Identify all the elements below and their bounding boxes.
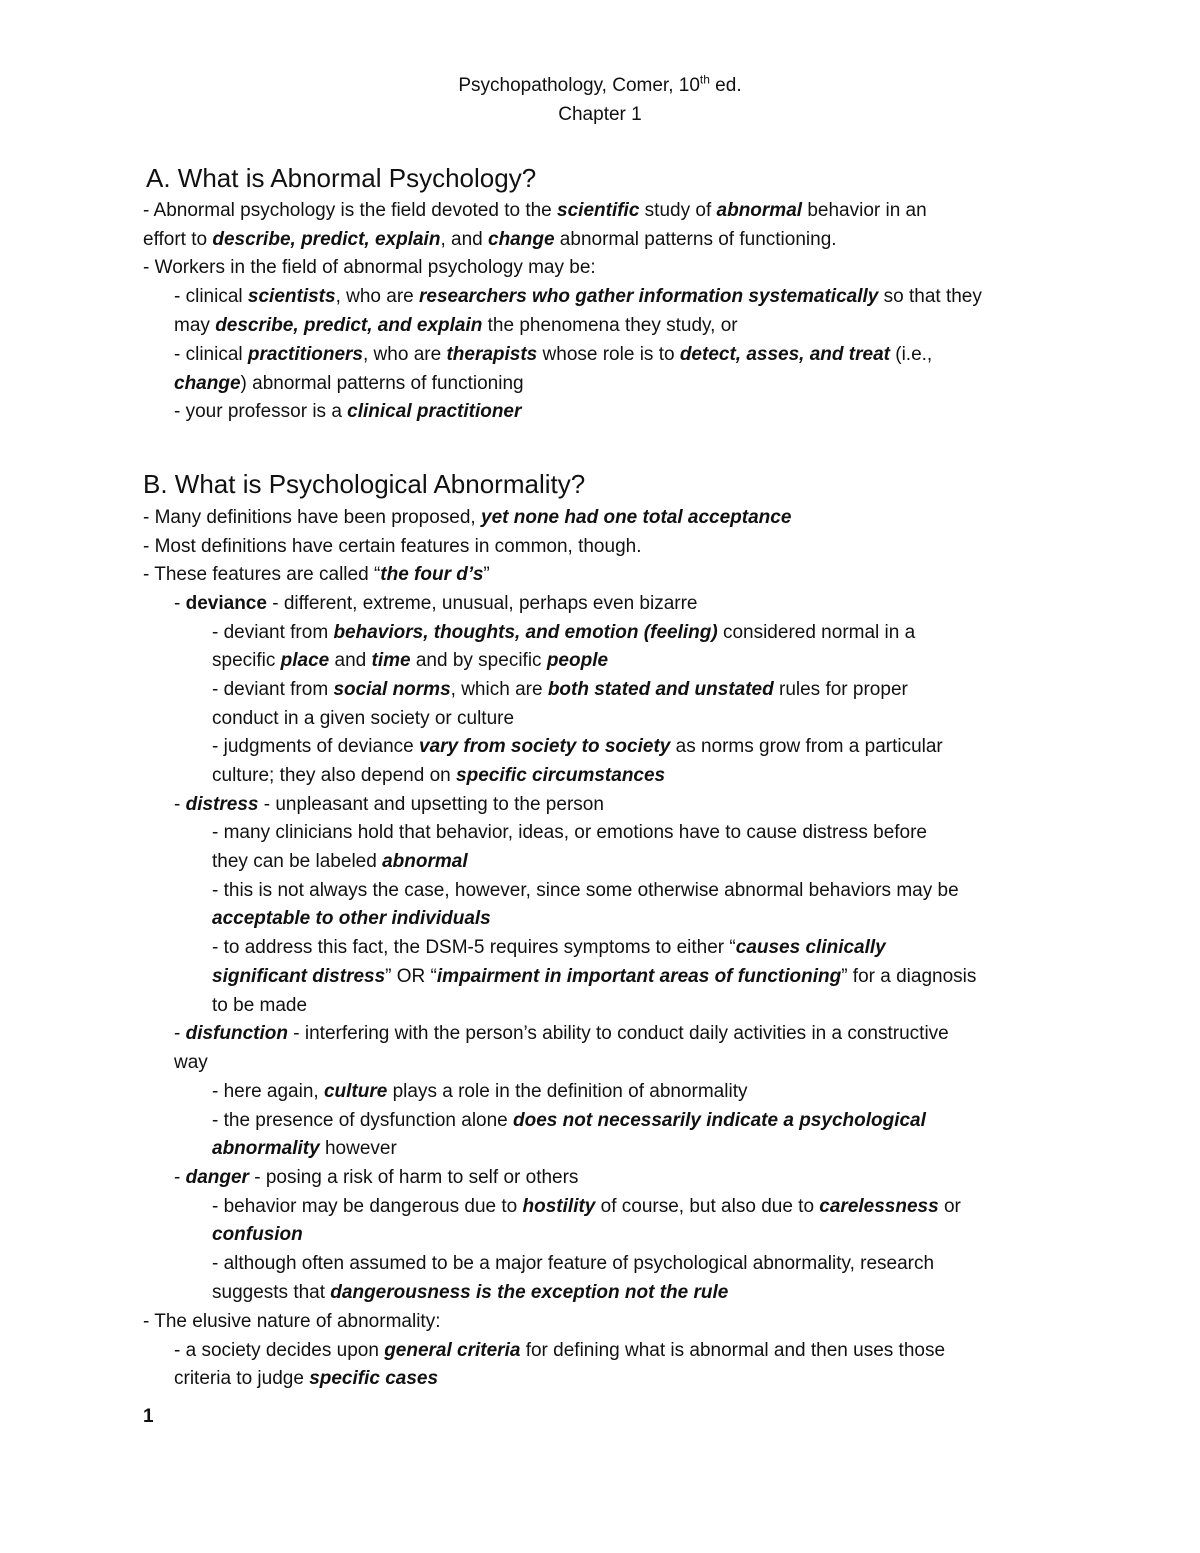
text-run: - this is not always the case, however, since some otherwise abnormal behaviors may be [212,880,959,901]
section-b-line [174,1166,578,1190]
text-run: - posing a risk of harm to self or others [248,1167,579,1188]
text-run: (i.e., [889,344,933,365]
emphasized-term: detect, asses, and treat [679,344,890,365]
text-run: considered normal in a [717,622,916,643]
emphasized-term: dangerousness is the exception not the rule [330,1282,729,1303]
text-run: - Abnormal psychology is the field devoted to the [143,200,558,221]
emphasized-term: causes clinically [735,937,886,958]
section-b-line [212,936,886,960]
section-b-line [212,994,307,1018]
emphasized-term: change [488,229,555,250]
emphasized-term: disfunction [185,1023,288,1044]
section-b-line [212,1281,728,1305]
text-run: of course, but also due to [595,1196,820,1217]
emphasized-term: change [174,373,241,394]
section-b-line [212,649,608,673]
section-b-line [212,1109,926,1133]
emphasized-term: confusion [212,1224,303,1245]
emphasized-term: time [371,650,411,671]
section-a-line [174,314,738,338]
text-run: to be made [212,995,308,1016]
text-run: - clinical [174,286,248,307]
text-run: ” OR “ [385,966,437,987]
text-run: may [174,315,216,336]
section-b-line [212,907,491,931]
section-a-line [174,343,932,367]
emphasized-term: people [546,650,609,671]
emphasized-term: scientists [247,286,336,307]
text-run: behavior in an [802,200,927,221]
section-a-heading: A. What is Abnormal Psychology? [146,163,537,193]
section-a-line [174,372,524,396]
text-run: ” for a diagnosis [841,966,977,987]
emphasized-term: danger [185,1167,249,1188]
text-run: - The elusive nature of abnormality: [143,1311,441,1332]
emphasized-term: practitioners [247,344,363,365]
text-run: as norms grow from a particular [670,736,943,757]
section-b-line [143,535,641,559]
section-b-line [174,1051,208,1075]
section-b-line [212,621,915,645]
text-run: - here again, [212,1081,324,1102]
section-a-line [143,199,927,223]
emphasized-term: describe, predict, explain [212,229,441,250]
emphasized-term: clinical practitioner [347,401,522,422]
text-run: criteria to judge [174,1368,310,1389]
emphasized-term: social norms [333,679,451,700]
text-run: - Many definitions have been proposed, [143,507,481,528]
text-run: - interfering with the person’s ability to conduct daily activities in a constructive [288,1023,949,1044]
section-a-line [143,256,596,280]
emphasized-term: significant distress [212,966,386,987]
emphasized-term: the four d’s [380,564,484,585]
emphasized-term: distress [185,794,259,815]
text-run: , who are [363,344,447,365]
text-run: however [319,1138,397,1159]
text-run: , and [440,229,488,250]
text-run: ) abnormal patterns of functioning [240,373,524,394]
text-run: - your professor is a [174,401,348,422]
text-run: , who are [335,286,419,307]
emphasized-term: behaviors, thoughts, and emotion (feeling) [333,622,718,643]
emphasized-term: vary from society to society [419,736,671,757]
section-b-line [212,821,927,845]
emphasized-term: both stated and unstated [547,679,774,700]
section-b-line [212,707,514,731]
text-run: - [174,593,186,614]
section-b-line [212,1080,747,1104]
text-run: and [329,650,372,671]
text-run: - These features are called “ [143,564,381,585]
emphasized-term: scientific [557,200,640,221]
text-run: culture; they also depend on [212,765,457,786]
emphasized-term: general criteria [384,1340,521,1361]
emphasized-term: acceptable to other individuals [212,908,491,929]
emphasized-term: impairment in important areas of functioning [436,966,842,987]
section-b-line [143,563,490,587]
text-run: for defining what is abnormal and then uses those [520,1340,946,1361]
text-run: - clinical [174,344,248,365]
text-run: - [174,794,186,815]
section-b-line [212,1252,934,1276]
emphasized-term: describe, predict, and explain [215,315,483,336]
section-b-line [174,1022,949,1046]
section-b-line [212,1223,303,1247]
emphasized-term: abnormal [382,851,468,872]
emphasized-term: carelessness [819,1196,939,1217]
text-run: plays a role in the definition of abnormality [387,1081,748,1102]
section-b-line [143,506,791,530]
text-run: suggests that [212,1282,331,1303]
emphasized-term: abnormal [716,200,803,221]
emphasized-term: hostility [522,1196,596,1217]
text-run: abnormal patterns of functioning. [554,229,837,250]
emphasized-term: place [280,650,330,671]
emphasized-term: abnormality [212,1138,320,1159]
section-b-line [212,1195,961,1219]
page-number: 1 [143,1406,154,1427]
text-run: - Workers in the field of abnormal psychology may be: [143,257,596,278]
section-b-heading: B. What is Psychological Abnormality? [143,469,586,499]
text-run: - [174,1023,186,1044]
section-b-line [174,793,604,817]
text-run: effort to [143,229,213,250]
text-run: - behavior may be dangerous due to [212,1196,523,1217]
text-run: - judgments of deviance [212,736,420,757]
text-run: - many clinicians hold that behavior, ideas, or emotions have to cause distress before [212,822,927,843]
section-b-line [212,764,665,788]
emphasized-term: yet none had one total acceptance [481,507,792,528]
text-run: - although often assumed to be a major feature of psychological abnormality, research [212,1253,935,1274]
section-b-line [174,592,698,616]
text-run: - deviant from [212,622,334,643]
text-run: - deviant from [212,679,334,700]
text-run: way [174,1052,208,1073]
section-b-line [212,735,943,759]
text-run: - different, extreme, unusual, perhaps even bizarre [266,593,698,614]
section-b-line [212,850,468,874]
text-run: - the presence of dysfunction alone [212,1110,514,1131]
text-run: ” [483,564,490,585]
text-run: - Most definitions have certain features in common, though. [143,536,642,557]
bold-term: deviance [185,593,267,614]
text-run: and by specific [410,650,547,671]
section-b-line [174,1367,438,1391]
text-run: they can be labeled [212,851,383,872]
text-run: so that they [878,286,982,307]
text-run: whose role is to [537,344,680,365]
text-run: - unpleasant and upsetting to the person [258,794,604,815]
emphasized-term: researchers who gather information systematically [419,286,879,307]
text-run: - [174,1167,186,1188]
section-b-line [212,1137,397,1161]
document-title: Psychopathology, Comer, 10th ed. [458,72,742,96]
text-run: - to address this fact, the DSM-5 requires symptoms to either “ [212,937,736,958]
section-b-line [212,678,908,702]
text-run: or [938,1196,961,1217]
chapter-label: Chapter 1 [558,104,642,125]
text-run: - a society decides upon [174,1340,385,1361]
section-a-line [143,228,837,252]
section-b-line [143,1310,440,1334]
section-a-line [174,285,982,309]
section-b-line [212,879,959,903]
text-run: , which are [450,679,548,700]
text-run: the phenomena they study, or [482,315,738,336]
section-b-line [174,1339,945,1363]
emphasized-term: culture [323,1081,388,1102]
text-run: study of [639,200,717,221]
emphasized-term: specific circumstances [456,765,666,786]
text-run: conduct in a given society or culture [212,708,515,729]
section-a-line [174,400,521,424]
emphasized-term: specific cases [309,1368,439,1389]
text-run: rules for proper [773,679,908,700]
emphasized-term: therapists [446,344,538,365]
section-b-line [212,965,976,989]
text-run: specific [212,650,281,671]
emphasized-term: does not necessarily indicate a psychological [513,1110,926,1131]
